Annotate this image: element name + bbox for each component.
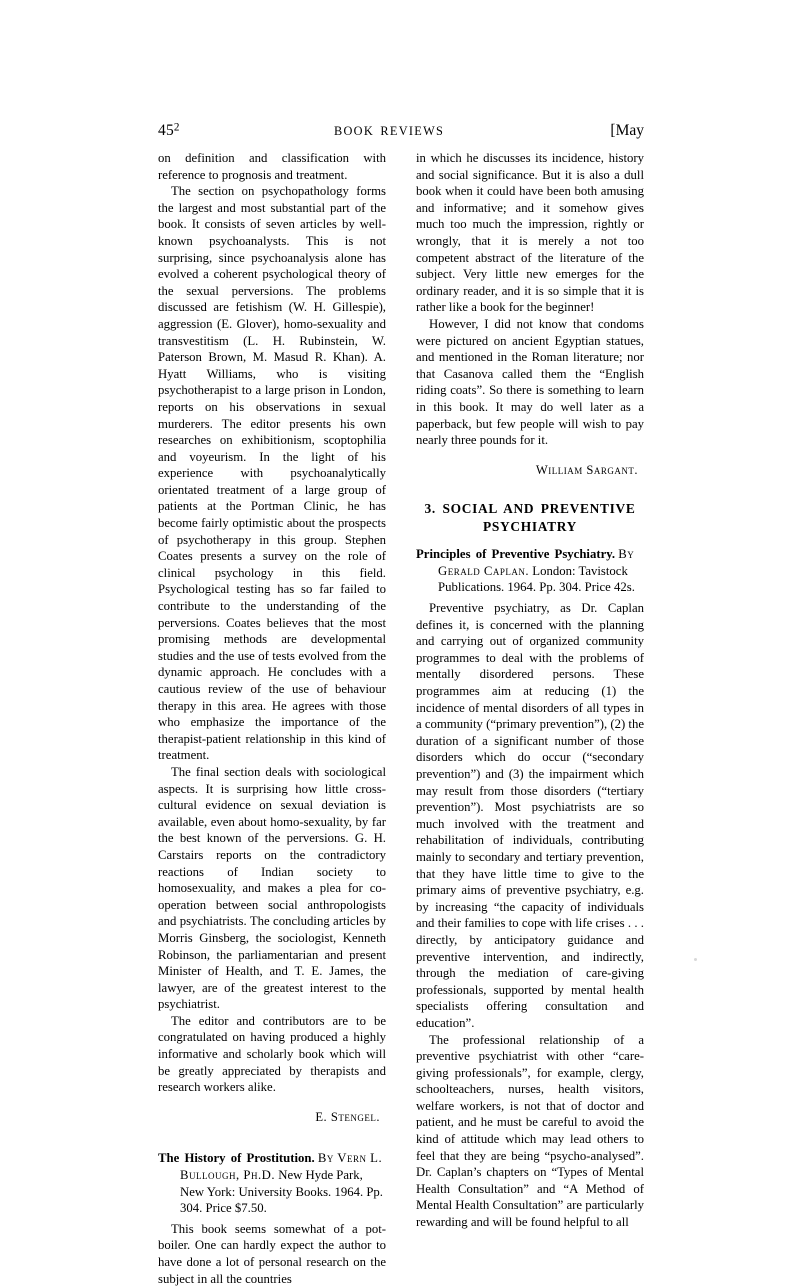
book-byline: By Vern L. Bullough, Ph.D. [180, 1151, 383, 1183]
paragraph: This book seems somewhat of a pot-boiler. One can hardly expect the author to have done a lot of personal research on the subject in all the countries [158, 1221, 386, 1286]
book-title: Principles of Preventive Psychiatry. [416, 547, 616, 562]
scan-artifact-speck [694, 958, 697, 961]
section-heading-line-1: 3. SOCIAL AND PREVENTIVE [424, 501, 636, 517]
book-pages: Pp. 304. [180, 1184, 383, 1216]
paragraph: The section on psychopathology forms the largest and most substantial part of the book. It consists of seven articles by well-known psychoanalysts. This is not surprising, since psychoanalysis alone has evolved a coherent psychological theory of the sexual perversions. The problems discussed are fetishism (W. H. Gillespie), aggression (E. Glover), homo-sexuality and transvestitism (L. H. Rubinstein, W. Paterson Brown, M. Masud R. Khan). A. Hyatt Williams, who is visiting psychotherapist to a large prison in London, reports on his observations in sexual murderers. The editor presents his own researches on exhibitionism, scoptophilia and voyeurism. In the light of his experience with psychoanalytically orientated treatment of a large group of patients at the Portman Clinic, he has become fairly optimistic about the prospects of psychotherapy in this group. Stephen Coates presents a survey on the role of clinical psychology in this field. Psychological testing has so far failed to contribute to the understanding of the perversions. Coates believes that the most promising methods are developmental studies and the use of tests evolved from the dynamic approach. He concludes with a cautious review of the use of behaviour therapy in this area. He agrees with those who emphasize the importance of the therapist-patient relationship in this kind of treatment. [158, 184, 386, 763]
running-head-title: BOOK REVIEWS [333, 124, 445, 138]
paragraph: The editor and contributors are to be congratulated on having produced a highly informative and scholarly book which will be greatly appreciated by therapists and research workers alike. [158, 1013, 386, 1095]
spacer [416, 478, 644, 500]
book-byline: By Gerald Caplan. [438, 547, 635, 578]
spacer [416, 535, 644, 546]
spacer [416, 449, 644, 462]
page-folio-number: $45^2$ [158, 121, 180, 139]
paragraph: However, I did not know that condoms were pictured on ancient Egyptian statues, and mentioned in the Roman literature; nor that Casanova called them the “English riding coats”. So there is something to learn in this book. It may do well later as a paperback, but few people will wish to pay nearly three pounds for it. [416, 316, 644, 448]
book-price: Price $7.50. [205, 1201, 267, 1216]
reviewer-signature: E. Stengel. [315, 1109, 380, 1124]
book-citation [158, 1150, 386, 1216]
book-pages: Pp. 304. [539, 580, 582, 595]
book-year: 1964. [507, 580, 537, 595]
book-citation [416, 546, 644, 596]
spacer [158, 1125, 386, 1150]
book-imprint: New Hyde Park, New York: University Books. [180, 1168, 363, 1199]
paragraph: on definition and classification with reference to prognosis and treatment. [158, 151, 386, 182]
issue-month-marker: [May [610, 122, 644, 139]
reviewer-signature: William Sargant. [535, 462, 638, 477]
left-column [158, 150, 386, 1287]
right-column [416, 150, 644, 1231]
book-year: 1964. [334, 1184, 364, 1199]
spacer [158, 1096, 386, 1109]
paragraph: in which he discusses its incidence, history and social significance. But it is also a dull book when it could have been both amusing and informative; and it somehow gives much too much the impression, rightly or wrongly, that it is merely a not too competent abstract of the literature of the subject. Very little new emerges for the ordinary reader, and it is so simple that it is rather like a book for the beginner! [416, 151, 644, 315]
paragraph: Preventive psychiatry, as Dr. Caplan defines it, is concerned with the planning and carrying out of organized community programmes to deal with the problems of mentally disordered persons. These programmes aim at reducing (1) the incidence of mental disorders of all types in a community (“primary prevention”), (2) the duration of a significant number of those disorders which do occur (“secondary prevention”) and (3) the impairment which may result from those disorders (“tertiary prevention”). Most psychiatrists are so much involved with the treatment and rehabilitation of individuals, contributing mainly to secondary and tertiary prevention, that they have little time to give to the primary aims of preventive psychiatry, e.g. by increasing “the capacity of individuals and their families to cope with life crises . . . directly, by anticipatory guidance and preventive intervention, and indirectly, through the mediation of care-giving professionals, supported by mental health specialists offering consultation and education”. [416, 601, 644, 1030]
book-title: The History of Prostitution. [158, 1151, 315, 1166]
running-head [158, 122, 644, 142]
paragraph: The final section deals with sociological aspects. It is surprising how little cross-cultural evidence on sexual deviation is available, even about homo-sexuality, by far the best known of the perversions. G. H. Carstairs reports on the contradictory reactions of Indian society to homosexuality, and makes a plea for co-operation between social anthropologists and psychiatrists. The concluding articles by Morris Ginsberg, the sociologist, Kenneth Robinson, the parliamentarian and present Minister of Health, and T. E. James, the lawyer, are of the greatest interest to the psychiatrist. [158, 764, 386, 1012]
section-heading-line-2: PSYCHIATRY [482, 518, 578, 534]
paragraph: The professional relationship of a preventive psychiatrist with other “care-giving professionals”, for example, clergy, schoolteachers, nurses, health visitors, welfare workers, is not that of doctor and patient, and he must be careful to avoid the kind of attitude which may lead others to feel that they are being “psycho-analysed”. Dr. Caplan’s chapters on “Types of Mental Health Consultation” and “A Method of Mental Health Consultation” are particularly rewarding and will be found helpful to all [416, 1032, 645, 1230]
book-price: Price 42s. [584, 580, 635, 595]
book-imprint: London: Tavistock Publications. [438, 563, 628, 595]
